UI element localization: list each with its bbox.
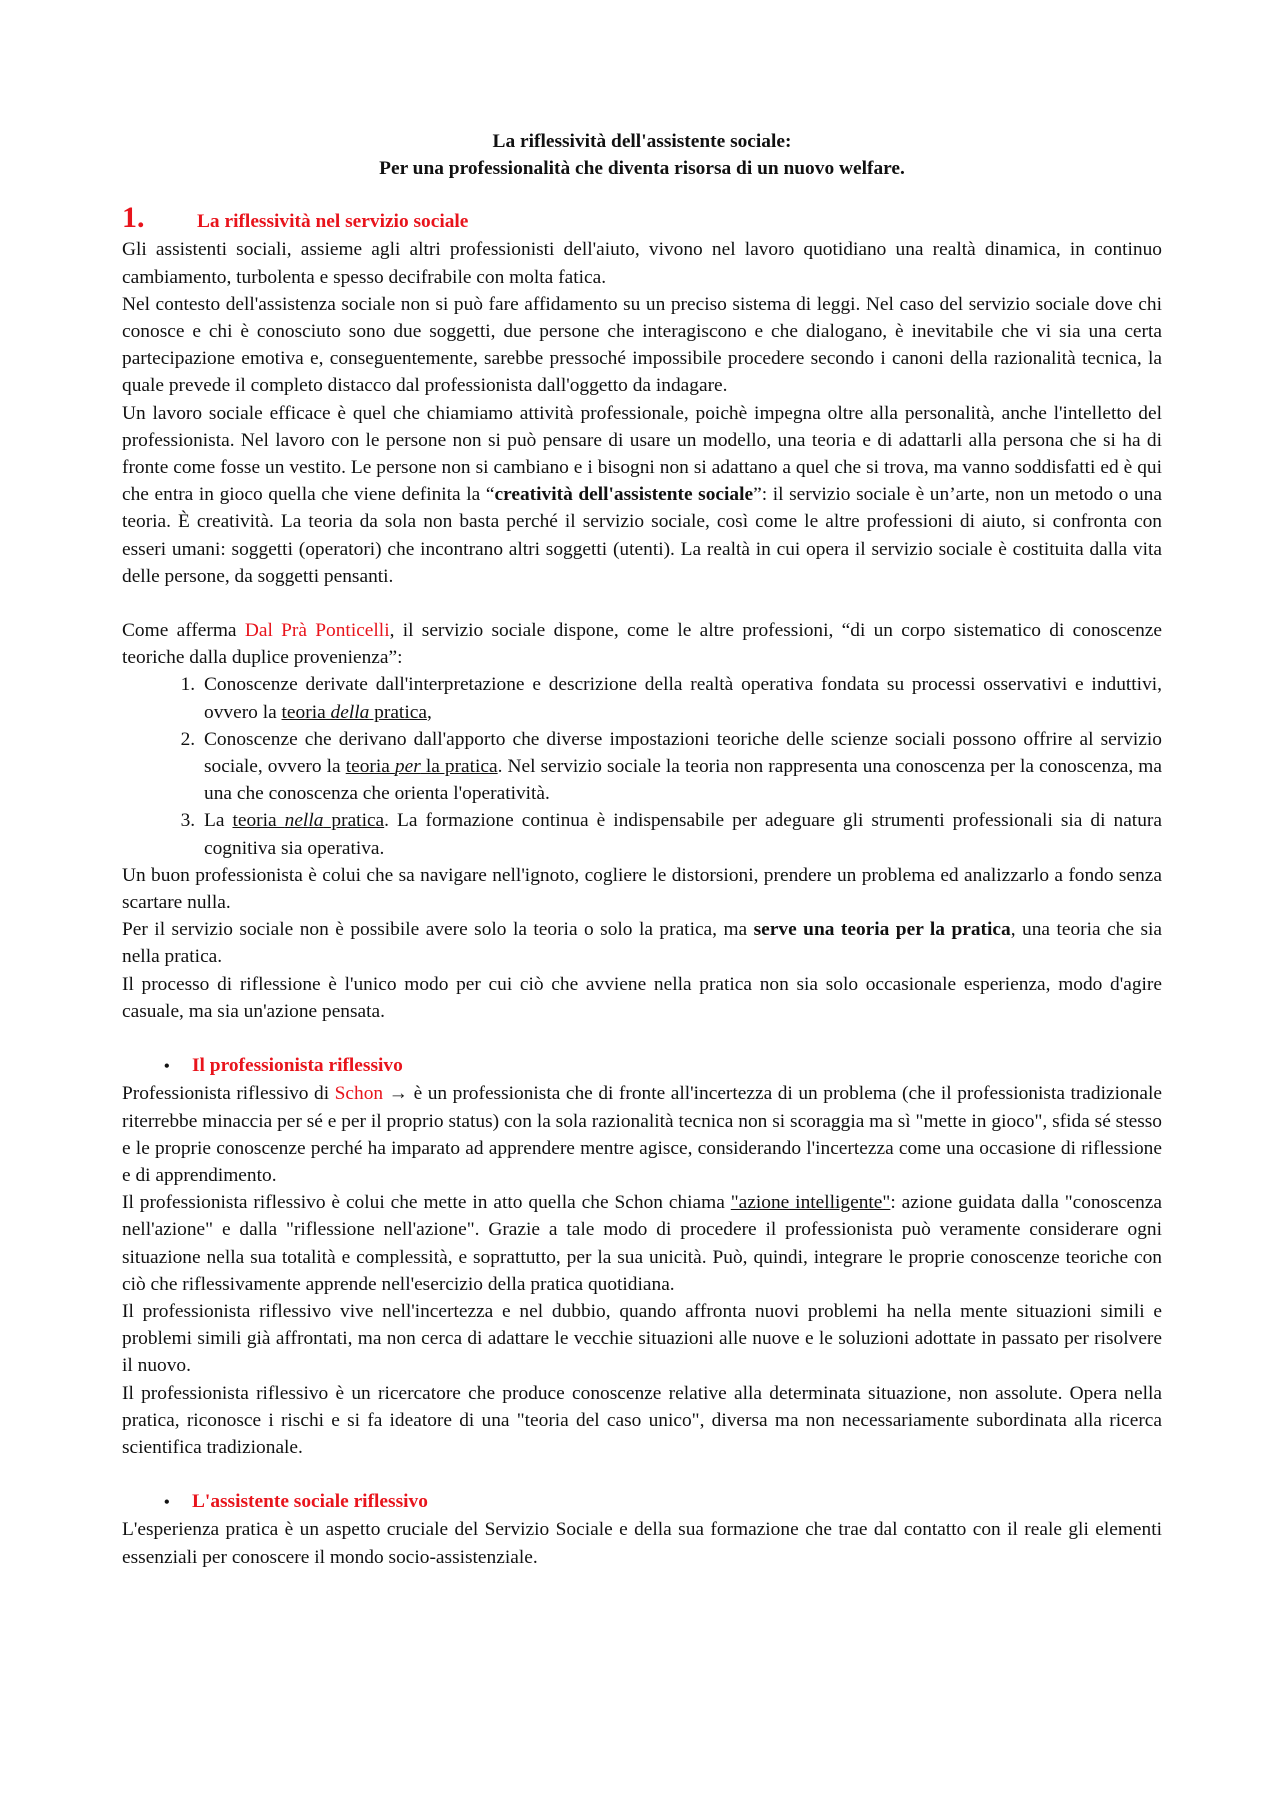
bullet-heading-title: L'assistente sociale riflessivo: [192, 1491, 428, 1513]
paragraph-text: è un professionista che di fronte all'incertezza di un problema (che il professionista tradizionale riterrebbe minaccia per sé e per il proprio status) con la sola razionalità tecnica non si scoraggia ma sì "mette in gioco", sfida sé stesso e le proprie conoscenze perché ha imparato ad apprendere mentre agisce, considerando l'incertezza come una occasione di riflessione e di apprendimento.: [122, 1083, 1162, 1186]
paragraph-text: , una teoria che sia nella pratica.: [122, 919, 1162, 968]
paragraph: [122, 916, 1162, 970]
bullet-icon: •: [164, 1494, 170, 1512]
underlined-term: [282, 702, 427, 723]
paragraph: [122, 1189, 1162, 1298]
section-title: La riflessività nel servizio sociale: [197, 211, 469, 233]
paragraph: [122, 1080, 1162, 1189]
list-item-text: ,: [426, 701, 432, 723]
underlined-term: "azione intelligente": [730, 1192, 891, 1214]
term-italic: della: [330, 701, 370, 723]
section-number: 1.: [122, 201, 145, 235]
author-name: Schon: [334, 1083, 384, 1105]
underlined-term: [346, 756, 498, 777]
list-item-text: . Nel servizio sociale la teoria non rappresenta una conoscenza per la conoscenza, ma una che conoscenza che orienta l'operatività.: [204, 756, 1162, 805]
list-item-text: . La formazione continua è indispensabile per adeguare gli strumenti professionali sia di natura cognitiva sia operativa.: [204, 810, 1162, 859]
bullet-heading: [122, 1052, 1162, 1080]
paragraph: [122, 617, 1162, 671]
term-italic: per: [394, 756, 421, 778]
document-title-line2: Per una professionalità che diventa risorsa di un nuovo welfare.: [379, 158, 905, 180]
paragraph-text: , il servizio sociale dispone, come le altre professioni, “di un corpo sistematico di conoscenze teoriche dalla duplice provenienza”:: [122, 620, 1162, 669]
document-page: [122, 128, 1162, 1571]
paragraph: [122, 400, 1162, 590]
paragraph-text: Professionista riflessivo di: [122, 1083, 335, 1105]
term-part: teoria: [281, 701, 331, 723]
list-item: [200, 726, 1162, 808]
bullet-icon: •: [164, 1058, 170, 1076]
paragraph-text: ”: il servizio sociale è un’arte, non un metodo o una teoria. È creatività. La teoria da sola non basta perché il servizio sociale, così come le altre professioni di aiuto, si confronta con esseri umani: soggetti (operatori) che incontrano altri soggetti (utenti). La realtà in cui opera il servizio sociale è costituita dalla vita delle persone, da soggetti pensanti.: [122, 484, 1162, 587]
list-item-text: Conoscenze che derivano dall'apporto che diverse impostazioni teoriche delle scienze sociali possono offrire al servizio sociale, ovvero la: [204, 728, 1162, 778]
paragraph: Un buon professionista è colui che sa navigare nell'ignoto, cogliere le distorsioni, prendere un problema ed analizzarlo a fondo senza scartare nulla.: [122, 864, 1162, 914]
term-part: teoria: [232, 810, 285, 832]
list-item-text: Conoscenze derivate dall'interpretazione e descrizione della realtà operativa fondata su processi osservativi e induttivi, ovvero la: [204, 674, 1162, 723]
bullet-heading: [122, 1488, 1162, 1516]
term-part: teoria: [345, 756, 395, 778]
paragraph: Nel contesto dell'assistenza sociale non si può fare affidamento su un preciso sistema di leggi. Nel caso del servizio sociale dove chi conosce e chi è conosciuto sono due soggetti, due persone che interagiscono e che dialogano, è inevitabile che vi sia una certa partecipazione emotiva e, conseguentemente, sarebbe pressoché impossibile procedere secondo i canoni della razionalità tecnica, la quale prevede il completo distacco dal professionista dall'oggetto da indagare.: [122, 293, 1162, 397]
term-part: la pratica: [420, 756, 498, 778]
bold-text: serve una teoria per la pratica: [753, 919, 1011, 941]
underlined-term: [232, 810, 384, 831]
list-item: [200, 671, 1162, 725]
list-item: [200, 807, 1162, 861]
paragraph: Il professionista riflessivo è un ricercatore che produce conoscenze relative alla determinata situazione, non assolute. Opera nella pratica, riconosce i rischi e si fa ideatore di una "teoria del caso unico", diversa ma non necessariamente subordinata alla ricerca scientifica tradizionale.: [122, 1382, 1162, 1458]
paragraph-text: Il professionista riflessivo è colui che mette in atto quella che Schon chiama: [122, 1192, 731, 1214]
numbered-list: [122, 671, 1162, 861]
paragraph-text: Un lavoro sociale efficace è quel che chiamiamo attività professionale, poichè impegna oltre alla personalità, anche l'intelletto del professionista. Nel lavoro con le persone non si può pensare di usare un modello, una teoria e di adattarli alla persona che si ha di fronte come fosse un vestito. Le persone non si cambiano e i bisogni non si adattano a quel che si trova, ma vanno soddisfatti ed è qui che entra in gioco quella che viene definita la “: [122, 402, 1162, 506]
arrow-icon: →: [383, 1083, 414, 1105]
paragraph-text: Come afferma: [122, 620, 245, 642]
paragraph-text: : azione guidata dalla "conoscenza nell'azione" e dalla "riflessione nell'azione". Grazie a tale modo di procedere il professionista può veramente considerare ogni situazione nella sua totalità e complessità, e soprattutto, per la sua unicità. Può, quindi, integrare le proprie conoscenze teoriche con ciò che riflessivamente apprende nell'esercizio della pratica quotidiana.: [122, 1192, 1162, 1295]
term-part: pratica: [323, 810, 385, 832]
document-title-line1: La riflessività dell'assistente sociale:: [492, 131, 792, 152]
paragraph: Il professionista riflessivo vive nell'incertezza e nel dubbio, quando affronta nuovi problemi ha nella mente situazioni simili e problemi simili già affrontati, ma non cerca di adattare le vecchie situazioni alle nuove e le soluzioni adottate in passato per risolvere il nuovo.: [122, 1300, 1162, 1377]
paragraph: L'esperienza pratica è un aspetto cruciale del Servizio Sociale e della sua formazione che trae dal contatto con il reale gli elementi essenziali per conoscere il mondo socio-assistenziale.: [122, 1519, 1162, 1568]
author-name: Dal Prà Ponticelli: [244, 620, 390, 642]
term-italic: nella: [284, 810, 324, 832]
bullet-heading-title: Il professionista riflessivo: [192, 1055, 403, 1077]
paragraph: Gli assistenti sociali, assieme agli altri professionisti dell'aiuto, vivono nel lavoro quotidiano una realtà dinamica, in continuo cambiamento, turbolenta e spesso decifrabile con molta fatica.: [122, 239, 1162, 288]
section-heading: [122, 201, 1162, 236]
term-part: pratica: [369, 701, 427, 723]
paragraph-text: Per il servizio sociale non è possibile avere solo la teoria o solo la pratica, ma: [122, 919, 754, 941]
list-item-text: La: [204, 810, 233, 832]
paragraph: Il processo di riflessione è l'unico modo per cui ciò che avviene nella pratica non sia solo occasionale esperienza, modo d'agire casuale, ma sia un'azione pensata.: [122, 973, 1162, 1022]
bold-text: creatività dell'assistente sociale: [494, 484, 754, 506]
